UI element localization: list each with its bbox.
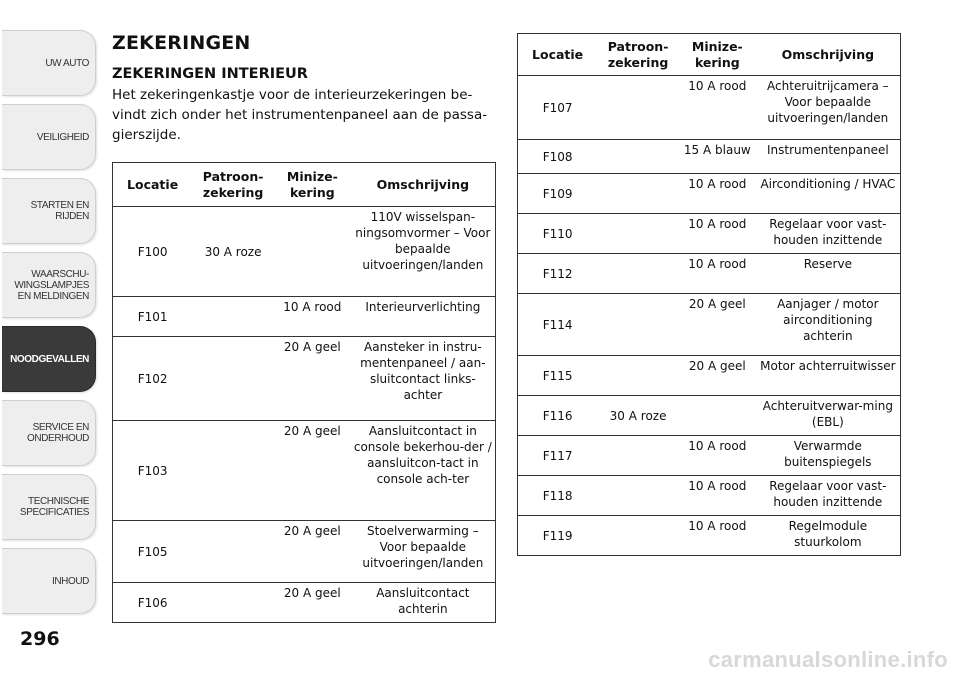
cell-cartridge <box>192 337 274 421</box>
cell-cartridge <box>597 214 679 254</box>
cell-cartridge <box>597 356 679 396</box>
cell-location: F115 <box>542 368 573 383</box>
table-row <box>518 436 901 476</box>
table-row <box>518 294 901 356</box>
cell-description: Instrumentenpaneel <box>767 143 889 157</box>
tab-technische-specificaties[interactable]: TECHNISCHE SPECIFICATIES <box>2 474 96 540</box>
header-cartridge: Patroon-zekering <box>597 34 679 76</box>
table-row <box>518 174 901 214</box>
cell-location: F119 <box>542 528 573 543</box>
tab-inhoud[interactable]: INHOUD <box>2 548 96 614</box>
cell-description: Aansluitcontact in console bekerhou-der / aansluitcon-tact in console ach-ter <box>353 424 492 486</box>
cell-cartridge <box>597 436 679 476</box>
cell-cartridge <box>597 140 679 174</box>
cell-location: F117 <box>542 448 573 463</box>
table-row <box>518 140 901 174</box>
header-mini: Minize-kering <box>679 34 756 76</box>
cell-location: F106 <box>137 595 168 610</box>
table-header-row <box>113 163 496 207</box>
cell-mini: 10 A rood <box>688 79 747 93</box>
table-row <box>113 583 496 623</box>
cell-mini: 10 A rood <box>688 479 747 493</box>
header-location: Locatie <box>518 34 598 76</box>
cell-cartridge <box>597 174 679 214</box>
cell-description: Aansteker in instru-mentenpaneel / aan-sluitcontact links-achter <box>360 340 486 402</box>
table-row <box>518 516 901 556</box>
cell-location: F102 <box>137 371 168 386</box>
cell-cartridge <box>597 294 679 356</box>
cell-cartridge: 30 A roze <box>609 408 667 423</box>
table-row <box>113 297 496 337</box>
header-description: Omschrijving <box>756 34 901 76</box>
cell-mini: 20 A geel <box>283 524 341 538</box>
cell-location: F109 <box>542 186 573 201</box>
header-mini: Minize-kering <box>274 163 351 207</box>
cell-cartridge <box>192 297 274 337</box>
cell-description: Verwarmde buitenspiegels <box>784 439 872 469</box>
cell-mini: 10 A rood <box>688 177 747 191</box>
fuse-table-left <box>112 162 496 623</box>
cell-mini: 10 A rood <box>688 439 747 453</box>
tab-veiligheid[interactable]: VEILIGHEID <box>2 104 96 170</box>
cell-mini <box>679 396 756 436</box>
table-row <box>113 337 496 421</box>
table-row <box>518 356 901 396</box>
cell-location: F118 <box>542 488 573 503</box>
section-subtitle: ZEKERINGEN INTERIEUR <box>112 66 308 82</box>
cell-mini: 15 A blauw <box>683 143 751 157</box>
cell-cartridge <box>192 521 274 583</box>
cell-description: Stoelverwarming – Voor bepaalde uitvoeringen/landen <box>362 524 484 570</box>
cell-mini: 10 A rood <box>688 519 747 533</box>
cell-description: 110V wisselspan-ningsomvormer – Voor bepaalde uitvoeringen/landen <box>355 210 491 272</box>
cell-description: Achteruitverwar-ming (EBL) <box>762 399 893 429</box>
tab-service-en-onderhoud[interactable]: SERVICE EN ONDERHOUD <box>2 400 96 466</box>
page-number: 296 <box>20 628 60 650</box>
cell-description: Motor achterruitwisser <box>760 359 896 373</box>
cell-mini: 20 A geel <box>688 359 746 373</box>
header-cartridge: Patroon-zekering <box>192 163 274 207</box>
tab-noodgevallen[interactable]: NOODGEVALLEN <box>2 326 96 392</box>
table-row <box>518 476 901 516</box>
table-row <box>518 396 901 436</box>
table-row <box>518 254 901 294</box>
cell-location: F103 <box>137 463 168 478</box>
cell-description: Regelmodule stuurkolom <box>788 519 868 549</box>
cell-description: Achteruitrijcamera – Voor bepaalde uitvoeringen/landen <box>767 79 889 125</box>
watermark: carmanualsonline.info <box>708 647 948 672</box>
cell-mini: 20 A geel <box>283 424 341 438</box>
cell-location: F105 <box>137 544 168 559</box>
cell-description: Interieurverlichting <box>365 300 481 314</box>
cell-description: Aanjager / motor airconditioning achterin <box>777 297 879 343</box>
table-row <box>518 214 901 254</box>
cell-location: F112 <box>542 266 573 281</box>
cell-mini: 10 A rood <box>688 257 747 271</box>
cell-cartridge <box>597 254 679 294</box>
cell-location: F100 <box>137 244 168 259</box>
page-title: ZEKERINGEN <box>112 32 251 54</box>
cell-description: Airconditioning / HVAC <box>760 177 896 191</box>
cell-mini: 20 A geel <box>688 297 746 311</box>
cell-description: Regelaar voor vast-houden inzittende <box>769 217 887 247</box>
table-row <box>113 421 496 521</box>
tab-starten-en-rijden[interactable]: STARTEN EN RIJDEN <box>2 178 96 244</box>
cell-location: F101 <box>137 309 168 324</box>
intro-paragraph: Het zekeringenkastje voor de interieurzekeringen be-vindt zich onder het instrumentenpaneel aan de passa-gierszijde. <box>112 87 488 143</box>
cell-cartridge <box>597 476 679 516</box>
cell-description: Aansluitcontact achterin <box>376 586 470 616</box>
table-header-row <box>518 34 901 76</box>
cell-location: F114 <box>542 317 573 332</box>
cell-cartridge <box>597 516 679 556</box>
cell-mini: 10 A rood <box>283 300 342 314</box>
cell-description: Reserve <box>803 257 852 271</box>
cell-location: F107 <box>542 100 573 115</box>
table-row <box>113 207 496 297</box>
fuse-table-right <box>517 33 901 556</box>
cell-location: F108 <box>542 149 573 164</box>
cell-location: F110 <box>542 226 573 241</box>
cell-cartridge <box>597 76 679 140</box>
cell-mini <box>274 207 351 297</box>
tab-uw-auto[interactable]: UW AUTO <box>2 30 96 96</box>
tab-waarschuwingslampjes[interactable]: WAARSCHU- WINGSLAMPJES EN MELDINGEN <box>2 252 96 318</box>
cell-cartridge: 30 A roze <box>204 244 262 259</box>
cell-cartridge <box>192 421 274 521</box>
table-row <box>113 521 496 583</box>
cell-location: F116 <box>542 408 573 423</box>
header-description: Omschrijving <box>351 163 496 207</box>
table-row <box>518 76 901 140</box>
cell-cartridge <box>192 583 274 623</box>
cell-mini: 10 A rood <box>688 217 747 231</box>
cell-mini: 20 A geel <box>283 586 341 600</box>
header-location: Locatie <box>113 163 193 207</box>
cell-mini: 20 A geel <box>283 340 341 354</box>
cell-description: Regelaar voor vast-houden inzittende <box>769 479 887 509</box>
